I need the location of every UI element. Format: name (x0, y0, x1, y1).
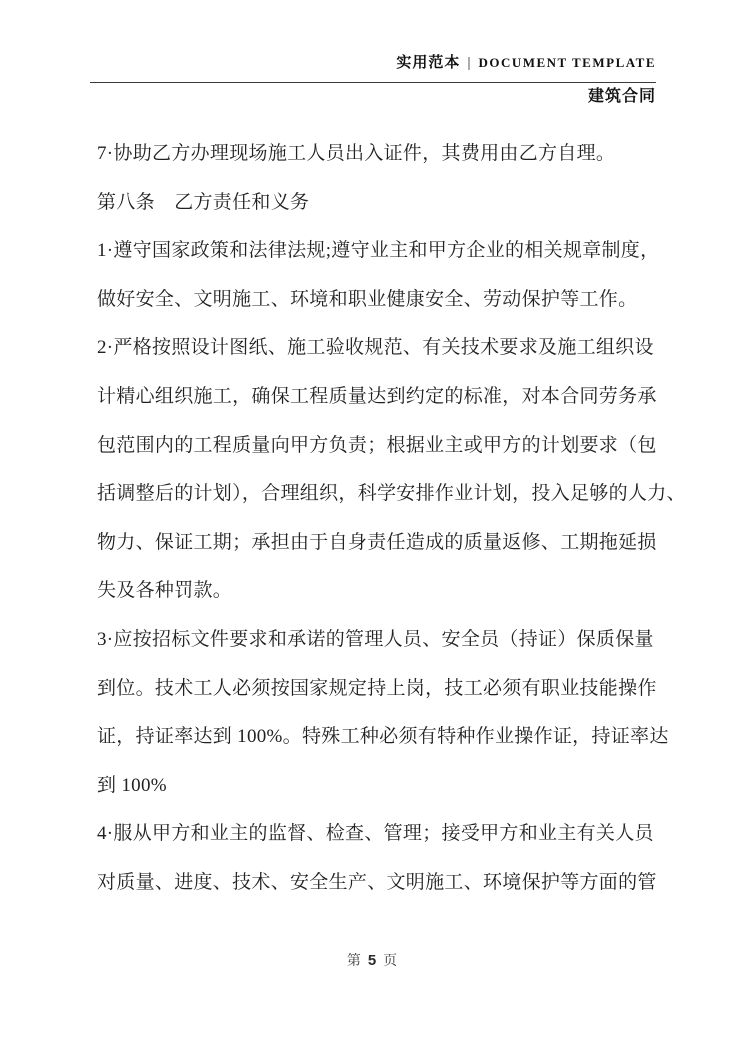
body-line: 失及各种罚款。 (97, 580, 233, 602)
header-rule (90, 82, 656, 83)
body-line: 物力、保证工期；承担由于自身责任造成的质量返修、工期拖延损 (97, 531, 657, 553)
page-number-prefix: 第 (346, 954, 361, 969)
document-body (97, 130, 686, 908)
body-line: 2·严格按照设计图纸、施工验收规范、有关技术要求及施工组织设 (97, 337, 654, 359)
page-header (90, 53, 656, 107)
body-line: 第八条 乙方责任和义务 (97, 191, 310, 213)
body-line: 证，持证率达到 100%。特殊工种必须有特种作业操作证，持证率达 (97, 726, 669, 748)
document-type-label: 建筑合同 (587, 88, 656, 105)
page-number-suffix: 页 (383, 954, 398, 969)
body-line: 7·协助乙方办理现场施工人员出入证件，其费用由乙方自理。 (97, 143, 616, 164)
body-line: 对质量、进度、技术、安全生产、文明施工、环境保护等方面的管 (97, 871, 657, 893)
body-line: 3·应按招标文件要求和承诺的管理人员、安全员（持证）保质保量 (97, 628, 654, 650)
header-brand-en: DOCUMENT TEMPLATE (478, 55, 656, 70)
header-brand-divider: | (467, 55, 472, 71)
body-line: 1·遵守国家政策和法律法规;遵守业主和甲方企业的相关规章制度， (97, 240, 660, 262)
body-line: 做好安全、文明施工、环境和职业健康安全、劳动保护等工作。 (97, 288, 638, 310)
body-line: 括调整后的计划），合理组织，科学安排作业计划，投入足够的人力、 (97, 483, 686, 505)
body-line: 计精心组织施工，确保工程质量达到约定的标准，对本合同劳务承 (97, 385, 657, 407)
header-brand-zh: 实用范本 (396, 55, 461, 71)
body-line: 到 100% (97, 774, 167, 796)
body-line: 包范围内的工程质量向甲方负责；根据业主或甲方的计划要求（包 (97, 434, 657, 456)
header-brand (90, 53, 656, 73)
body-line: 4·服从甲方和业主的监督、检查、管理；接受甲方和业主有关人员 (97, 823, 654, 845)
body-line: 到位。技术工人必须按国家规定持上岗，技工必须有职业技能操作 (97, 677, 657, 699)
page-footer (0, 950, 744, 973)
page-number: 5 (367, 952, 377, 969)
